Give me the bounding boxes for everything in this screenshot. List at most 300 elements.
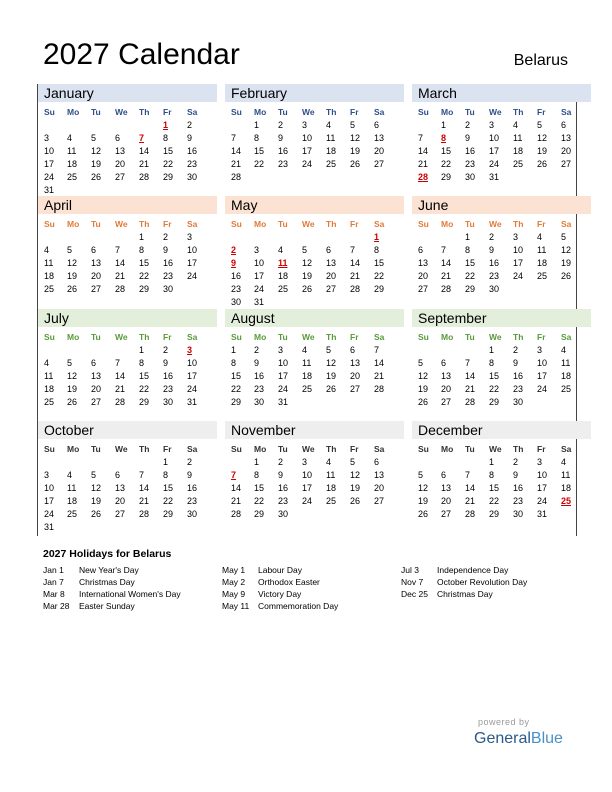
- day-cell: 13: [418, 258, 429, 268]
- holiday-name: Easter Sunday: [79, 601, 135, 611]
- day-cell: 6: [91, 245, 97, 255]
- day-cell: 21: [115, 271, 126, 281]
- day-cell: 28: [465, 509, 476, 519]
- day-cell: 30: [278, 509, 289, 519]
- week-row: [38, 482, 217, 495]
- day-cell: 12: [418, 371, 429, 381]
- day-cell: 24: [187, 271, 198, 281]
- day-cell: 3: [302, 457, 308, 467]
- day-cell: 4: [44, 358, 50, 368]
- weekday-label: Su: [44, 107, 55, 117]
- weekday-label: Sa: [561, 444, 572, 454]
- week-row: [412, 370, 591, 383]
- week-row: [38, 357, 217, 370]
- day-cell: 27: [350, 384, 361, 394]
- day-cell: 2: [254, 345, 260, 355]
- day-cell: 13: [91, 258, 102, 268]
- weekday-label: Th: [326, 444, 337, 454]
- weekday-label: We: [302, 444, 315, 454]
- weekday-label: Mo: [441, 107, 454, 117]
- weekday-label: Sa: [374, 332, 385, 342]
- holiday-date: Nov 7: [401, 577, 424, 587]
- day-cell: 26: [350, 496, 361, 506]
- day-cell: 11: [302, 358, 312, 368]
- day-cell: 28: [350, 284, 361, 294]
- day-cell: 14: [139, 483, 150, 493]
- day-cell: 18: [561, 371, 572, 381]
- day-cell: 26: [67, 284, 78, 294]
- day-cell: 17: [302, 483, 313, 493]
- month-october: [38, 421, 217, 533]
- day-cell: 3: [44, 133, 50, 143]
- day-cell: 14: [115, 371, 126, 381]
- country-label: Belarus: [513, 52, 568, 69]
- weekday-label: Mo: [254, 219, 267, 229]
- day-cell: 18: [302, 371, 313, 381]
- day-cell: 6: [374, 120, 380, 130]
- weekday-label: Fr: [537, 444, 546, 454]
- day-cell: 12: [326, 358, 337, 368]
- day-cell: 21: [465, 496, 476, 506]
- holiday-date: May 11: [222, 601, 250, 611]
- holiday-name: New Year's Day: [79, 565, 139, 575]
- week-row: [225, 244, 404, 257]
- week-row: [38, 521, 217, 534]
- day-cell: 22: [139, 271, 150, 281]
- day-cell: 9: [187, 133, 193, 143]
- weekday-label: Tu: [278, 332, 288, 342]
- day-cell: 1: [489, 457, 495, 467]
- weekday-label: Mo: [254, 444, 267, 454]
- week-row: [225, 508, 404, 521]
- week-row: [412, 270, 591, 283]
- day-cell: 9: [163, 358, 169, 368]
- week-row: [38, 456, 217, 469]
- day-cell: 30: [513, 509, 524, 519]
- day-cell: 12: [302, 258, 313, 268]
- day-cell: 16: [278, 483, 289, 493]
- day-cell: 20: [326, 271, 337, 281]
- week-row: [225, 357, 404, 370]
- day-cell: 10: [44, 483, 55, 493]
- day-cell: 3: [278, 345, 284, 355]
- day-cell: 11: [561, 470, 571, 480]
- holiday-day-cell: 2: [231, 245, 237, 255]
- day-cell: 4: [326, 120, 332, 130]
- day-cell: 29: [163, 172, 174, 182]
- holiday-item: [222, 576, 397, 588]
- month-name: July: [44, 310, 69, 326]
- day-cell: 10: [302, 133, 313, 143]
- holiday-item: [43, 576, 218, 588]
- day-cell: 9: [465, 133, 471, 143]
- day-cell: 26: [350, 159, 361, 169]
- day-cell: 30: [187, 509, 198, 519]
- day-cell: 17: [489, 146, 500, 156]
- day-cell: 25: [67, 509, 78, 519]
- day-cell: 14: [374, 358, 385, 368]
- day-cell: 31: [187, 397, 198, 407]
- day-cell: 28: [231, 509, 242, 519]
- week-row: [38, 469, 217, 482]
- day-cell: 21: [231, 159, 242, 169]
- weekday-label: Su: [418, 444, 429, 454]
- weekday-label: Fr: [537, 219, 546, 229]
- month-june: [412, 196, 591, 308]
- holiday-column: [43, 564, 218, 612]
- weekday-label: Tu: [91, 219, 101, 229]
- month-name: March: [418, 85, 457, 101]
- day-cell: 16: [231, 271, 242, 281]
- day-cell: 4: [561, 457, 567, 467]
- week-row: [38, 508, 217, 521]
- day-cell: 24: [187, 384, 198, 394]
- day-cell: 31: [44, 522, 55, 532]
- day-cell: 27: [374, 496, 385, 506]
- day-cell: 21: [374, 371, 385, 381]
- holiday-date: Mar 28: [43, 601, 70, 611]
- week-row: [38, 257, 217, 270]
- holiday-day-cell: 8: [441, 133, 447, 143]
- day-cell: 5: [350, 457, 356, 467]
- month-name: December: [418, 422, 483, 438]
- day-cell: 10: [44, 146, 55, 156]
- day-cell: 7: [418, 133, 424, 143]
- week-row: [412, 171, 591, 184]
- day-cell: 2: [513, 457, 519, 467]
- day-cell: 24: [513, 271, 524, 281]
- day-cell: 4: [537, 232, 543, 242]
- weekday-label: Su: [44, 444, 55, 454]
- weekday-label: Fr: [163, 332, 172, 342]
- day-cell: 31: [537, 509, 548, 519]
- day-cell: 16: [254, 371, 265, 381]
- weekday-label: Tu: [91, 332, 101, 342]
- day-cell: 2: [489, 232, 495, 242]
- day-cell: 13: [374, 133, 385, 143]
- day-cell: 23: [513, 384, 524, 394]
- week-row: [412, 456, 591, 469]
- day-cell: 14: [231, 483, 242, 493]
- day-cell: 29: [254, 509, 265, 519]
- weekday-label: Tu: [91, 107, 101, 117]
- day-cell: 19: [561, 258, 572, 268]
- holiday-item: [222, 588, 397, 600]
- day-cell: 26: [418, 509, 429, 519]
- weekday-label: Sa: [561, 107, 572, 117]
- month-may: [225, 196, 404, 308]
- day-cell: 9: [254, 358, 260, 368]
- holiday-name: Labour Day: [258, 565, 302, 575]
- weekday-row: [412, 217, 591, 231]
- month-name: September: [418, 310, 487, 326]
- day-cell: 21: [115, 384, 126, 394]
- brand-logo[interactable]: [474, 730, 563, 748]
- holiday-date: Jan 1: [43, 565, 64, 575]
- weekday-label: Su: [44, 332, 55, 342]
- day-cell: 4: [278, 245, 284, 255]
- day-cell: 11: [537, 245, 547, 255]
- day-cell: 8: [139, 245, 145, 255]
- day-cell: 17: [254, 271, 265, 281]
- day-cell: 15: [139, 371, 150, 381]
- weekday-label: Fr: [350, 332, 359, 342]
- holiday-name: Commemoration Day: [258, 601, 339, 611]
- day-cell: 5: [67, 245, 73, 255]
- holiday-name: International Women's Day: [79, 589, 181, 599]
- day-cell: 18: [278, 271, 289, 281]
- weekday-row: [225, 105, 404, 119]
- day-cell: 3: [44, 470, 50, 480]
- day-cell: 12: [67, 371, 78, 381]
- day-cell: 25: [537, 271, 548, 281]
- month-header: [38, 309, 217, 327]
- day-cell: 25: [326, 496, 337, 506]
- day-cell: 7: [465, 470, 471, 480]
- month-august: [225, 309, 404, 421]
- day-cell: 24: [302, 496, 313, 506]
- weekday-label: Tu: [465, 332, 475, 342]
- week-row: [38, 132, 217, 145]
- day-cell: 11: [561, 358, 571, 368]
- week-row: [412, 283, 591, 296]
- day-cell: 12: [350, 470, 361, 480]
- weekday-row: [38, 442, 217, 456]
- day-cell: 14: [115, 258, 126, 268]
- weekday-row: [225, 217, 404, 231]
- day-cell: 21: [139, 496, 150, 506]
- day-cell: 24: [537, 496, 548, 506]
- month-january: [38, 84, 217, 196]
- weekday-row: [412, 105, 591, 119]
- day-cell: 26: [326, 384, 337, 394]
- day-cell: 17: [44, 496, 55, 506]
- day-cell: 24: [44, 509, 55, 519]
- day-cell: 22: [163, 496, 174, 506]
- day-cell: 12: [418, 483, 429, 493]
- day-cell: 8: [254, 133, 260, 143]
- holiday-date: May 2: [222, 577, 246, 587]
- weekday-label: Sa: [374, 444, 385, 454]
- day-cell: 19: [67, 271, 78, 281]
- week-row: [412, 383, 591, 396]
- weekday-label: We: [302, 219, 315, 229]
- page-title: 2027 Calendar: [43, 38, 240, 71]
- weekday-label: Th: [513, 444, 524, 454]
- holiday-column: [222, 564, 397, 612]
- day-cell: 1: [465, 232, 471, 242]
- day-cell: 27: [561, 159, 572, 169]
- day-cell: 15: [163, 146, 174, 156]
- day-cell: 17: [302, 146, 313, 156]
- week-row: [412, 357, 591, 370]
- day-cell: 20: [91, 384, 102, 394]
- day-cell: 20: [115, 159, 126, 169]
- week-row: [412, 508, 591, 521]
- month-name: October: [44, 422, 94, 438]
- week-row: [225, 158, 404, 171]
- weekday-label: Sa: [374, 219, 385, 229]
- week-row: [412, 244, 591, 257]
- week-row: [38, 495, 217, 508]
- day-cell: 28: [465, 397, 476, 407]
- day-cell: 27: [441, 509, 452, 519]
- day-cell: 14: [465, 371, 476, 381]
- holiday-day-cell: 3: [187, 345, 193, 355]
- weekday-row: [38, 330, 217, 344]
- month-header: [412, 84, 591, 102]
- day-cell: 27: [418, 284, 429, 294]
- day-cell: 19: [418, 496, 429, 506]
- day-cell: 13: [561, 133, 572, 143]
- weekday-row: [225, 442, 404, 456]
- holiday-name: October Revolution Day: [437, 577, 528, 587]
- day-cell: 25: [278, 284, 289, 294]
- month-header: [412, 421, 591, 439]
- month-header: [38, 196, 217, 214]
- weekday-label: Tu: [465, 219, 475, 229]
- day-cell: 16: [489, 258, 500, 268]
- day-cell: 3: [537, 345, 543, 355]
- weekday-label: Fr: [163, 107, 172, 117]
- weekday-label: Su: [231, 444, 242, 454]
- day-cell: 13: [350, 358, 361, 368]
- day-cell: 13: [441, 371, 452, 381]
- day-cell: 14: [350, 258, 361, 268]
- holiday-day-cell: 1: [374, 232, 380, 242]
- day-cell: 23: [513, 496, 524, 506]
- week-row: [225, 370, 404, 383]
- day-cell: 27: [115, 509, 126, 519]
- day-cell: 1: [231, 345, 237, 355]
- day-cell: 13: [91, 371, 102, 381]
- weekday-label: Su: [418, 107, 429, 117]
- weekday-label: Mo: [67, 219, 80, 229]
- day-cell: 20: [418, 271, 429, 281]
- holiday-item: [401, 576, 576, 588]
- day-cell: 8: [374, 245, 380, 255]
- weekday-label: Th: [513, 219, 524, 229]
- day-cell: 24: [302, 159, 313, 169]
- week-row: [38, 396, 217, 409]
- day-cell: 21: [350, 271, 361, 281]
- day-cell: 9: [278, 133, 284, 143]
- day-cell: 27: [441, 397, 452, 407]
- day-cell: 17: [537, 371, 548, 381]
- weekday-label: Mo: [67, 107, 80, 117]
- day-cell: 31: [489, 172, 500, 182]
- week-row: [412, 158, 591, 171]
- day-cell: 18: [44, 384, 55, 394]
- week-row: [38, 283, 217, 296]
- weekday-label: Su: [44, 219, 55, 229]
- holiday-date: Dec 25: [401, 589, 428, 599]
- day-cell: 20: [374, 146, 385, 156]
- day-cell: 12: [67, 258, 78, 268]
- day-cell: 3: [302, 120, 308, 130]
- weekday-row: [38, 105, 217, 119]
- day-cell: 2: [187, 457, 193, 467]
- day-cell: 28: [231, 172, 242, 182]
- day-cell: 6: [441, 358, 447, 368]
- weekday-label: Mo: [254, 332, 267, 342]
- weekday-label: Mo: [67, 444, 80, 454]
- week-row: [38, 383, 217, 396]
- day-cell: 3: [537, 457, 543, 467]
- day-cell: 1: [163, 457, 169, 467]
- day-cell: 30: [231, 297, 242, 307]
- day-cell: 2: [163, 345, 169, 355]
- day-cell: 2: [278, 120, 284, 130]
- day-cell: 25: [513, 159, 524, 169]
- day-cell: 15: [465, 258, 476, 268]
- day-cell: 30: [513, 397, 524, 407]
- day-cell: 23: [278, 159, 289, 169]
- holiday-name: Christmas Day: [437, 589, 493, 599]
- weekday-label: Tu: [465, 444, 475, 454]
- month-header: [225, 421, 404, 439]
- day-cell: 28: [115, 397, 126, 407]
- day-cell: 12: [537, 133, 548, 143]
- weekday-label: Th: [326, 219, 337, 229]
- month-november: [225, 421, 404, 533]
- day-cell: 28: [139, 509, 150, 519]
- weekday-label: Su: [231, 332, 242, 342]
- day-cell: 13: [115, 146, 126, 156]
- day-cell: 9: [278, 470, 284, 480]
- day-cell: 13: [115, 483, 126, 493]
- day-cell: 19: [91, 159, 102, 169]
- weekday-label: Mo: [67, 332, 80, 342]
- week-row: [412, 495, 591, 508]
- weekday-label: We: [302, 107, 315, 117]
- day-cell: 19: [302, 271, 313, 281]
- day-cell: 7: [139, 470, 145, 480]
- holiday-item: [43, 600, 218, 612]
- day-cell: 30: [187, 172, 198, 182]
- day-cell: 17: [187, 371, 198, 381]
- day-cell: 13: [374, 470, 385, 480]
- weekday-label: Su: [418, 219, 429, 229]
- day-cell: 5: [561, 232, 567, 242]
- day-cell: 20: [374, 483, 385, 493]
- day-cell: 7: [350, 245, 356, 255]
- day-cell: 1: [254, 457, 260, 467]
- week-row: [225, 145, 404, 158]
- holiday-name: Victory Day: [258, 589, 302, 599]
- weekday-label: Sa: [187, 107, 198, 117]
- day-cell: 21: [418, 159, 429, 169]
- day-cell: 23: [254, 384, 265, 394]
- day-cell: 14: [139, 146, 150, 156]
- day-cell: 28: [441, 284, 452, 294]
- day-cell: 22: [139, 384, 150, 394]
- weekday-label: Fr: [350, 219, 359, 229]
- day-cell: 12: [350, 133, 361, 143]
- day-cell: 20: [561, 146, 572, 156]
- month-name: January: [44, 85, 94, 101]
- day-cell: 8: [254, 470, 260, 480]
- holiday-day-cell: 11: [278, 258, 288, 268]
- day-cell: 10: [187, 358, 198, 368]
- brand-blue-text: Blue: [530, 730, 563, 747]
- day-cell: 21: [441, 271, 452, 281]
- day-cell: 19: [418, 384, 429, 394]
- day-cell: 7: [115, 245, 121, 255]
- holiday-item: [222, 600, 397, 612]
- month-december: [412, 421, 591, 533]
- day-cell: 23: [187, 496, 198, 506]
